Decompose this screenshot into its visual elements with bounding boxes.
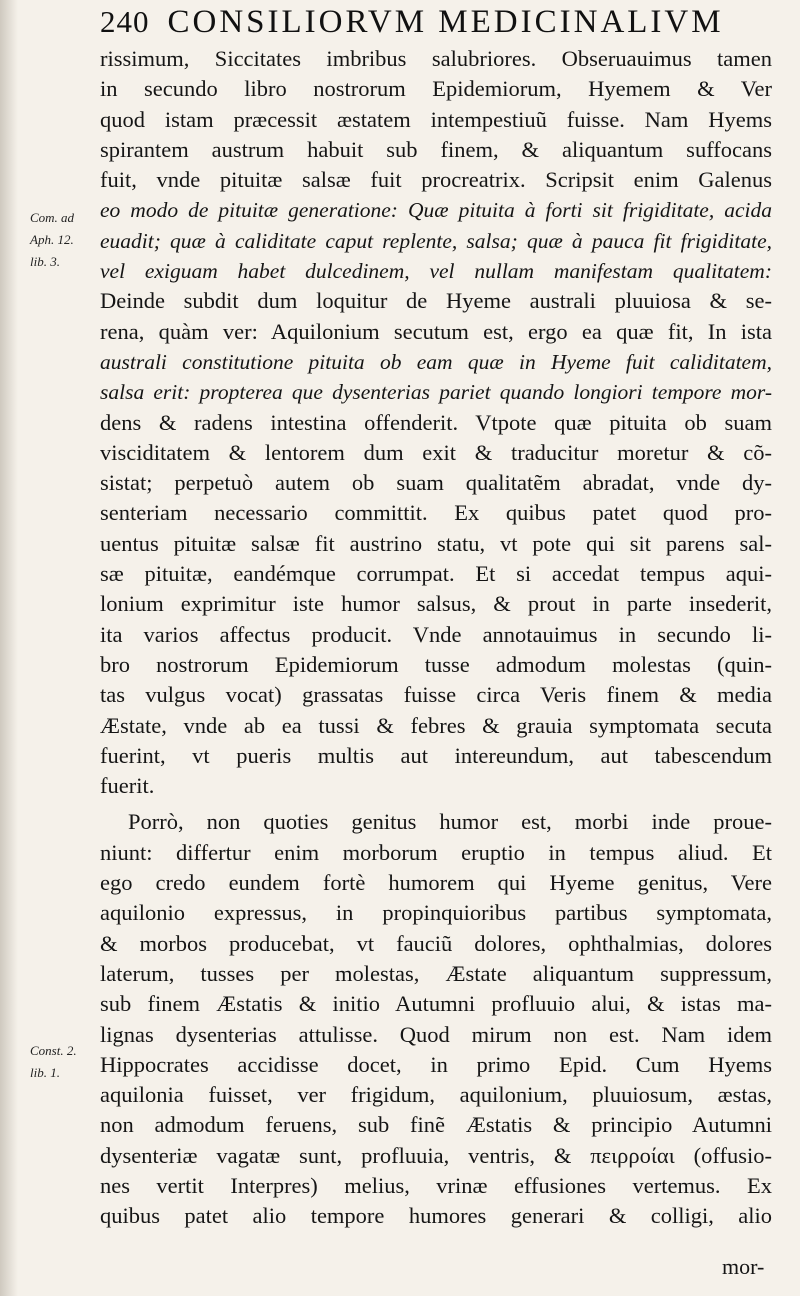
text-line: dysenteriæ vagatæ sunt, profluuia, ventris, & πειρροίαι (offusio- xyxy=(100,1142,772,1168)
body-text xyxy=(100,44,772,1232)
text-line: Deinde subdit dum loquitur de Hyeme australi pluuiosa & se- xyxy=(100,288,772,314)
text-line: rena, quàm ver: Aquilonium secutum est, ergo ea quæ fit, In ista xyxy=(100,318,772,344)
margin-note-2 xyxy=(30,1040,98,1084)
page-number: 240 xyxy=(100,4,150,39)
text-line: rissimum, Siccitates imbribus salubriores. Obseruauimus tamen xyxy=(100,46,772,71)
text-line: aquilonia fuisset, ver frigidum, aquilonium, pluuiosum, æstas, xyxy=(100,1082,772,1108)
text-line: dens & radens intestina offenderit. Vtpote quæ pituita ob suam xyxy=(100,409,772,435)
margin-note-line: Aph. 12. xyxy=(30,232,74,247)
gutter-shadow xyxy=(0,0,18,1296)
text-line: sæ pituitæ, eandémque corrumpat. Et si accedat tempus aqui- xyxy=(100,561,772,587)
margin-note-line: lib. 1. xyxy=(30,1065,60,1080)
text-line: sub finem Æstatis & initio Autumni profluuio alui, & istas ma- xyxy=(100,991,772,1017)
text-line: uentus pituitæ salsæ fit austrino statu, vt pote qui sit parens sal- xyxy=(100,530,772,556)
text-line: non admodum feruens, sub finẽ Æstatis & principio Autumni xyxy=(100,1112,772,1138)
text-line: nes vertit Interpres) melius, vrinæ effusiones vertemus. Ex xyxy=(100,1172,772,1198)
text-line: in secundo libro nostrorum Epidemiorum, Hyemem & Ver xyxy=(100,76,772,102)
text-line: & morbos producebat, vt fauciũ dolores, ophthalmias, dolores xyxy=(100,930,772,956)
text-line: fuerit. xyxy=(100,773,155,799)
text-line: Porrò, non quoties genitus humor est, morbi inde proue- xyxy=(128,809,772,835)
catchword: mor- xyxy=(722,1254,765,1279)
text-line: aquilonio expressus, in propinquioribus partibus symptomata, xyxy=(100,900,772,926)
text-line: australi constitutione pituita ob eam quæ in Hyeme fuit caliditatem, xyxy=(100,349,772,374)
text-line: vel exiguam habet dulcedinem, vel nullam manifestam qualitatem: xyxy=(100,259,772,284)
running-head: CONSILIORVM MEDICINALIVM xyxy=(167,4,724,40)
text-line: visciditatem & lentorem dum exit & traducitur moretur & cõ- xyxy=(100,439,772,465)
margin-note-line: Const. 2. xyxy=(30,1043,77,1058)
text-line: quibus patet alio tempore humores generari & colligi, alio xyxy=(100,1203,772,1229)
text-line: salsa erit: propterea que dysenterias pariet quando longiori tempore mor- xyxy=(100,380,772,405)
text-line: fuerint, vt pueris multis aut intereundum, aut tabescendum xyxy=(100,742,772,768)
text-line: ita varios affectus producit. Vnde annotauimus in secundo li- xyxy=(100,621,772,647)
margin-note-line: Com. ad xyxy=(30,210,75,225)
margin-note-1 xyxy=(30,207,98,273)
text-line: eo modo de pituitæ generatione: Quæ pituita à forti sit frigiditate, acida xyxy=(100,198,772,223)
text-line: niunt: differtur enim morborum eruptio in tempus aliud. Et xyxy=(100,839,772,865)
text-line: laterum, tusses per molestas, Æstate aliquantum suppressum, xyxy=(100,960,772,986)
text-line: lignas dysenterias attulisse. Quod mirum non est. Nam idem xyxy=(100,1021,772,1047)
text-line: spirantem austrum habuit sub finem, & aliquantum suffocans xyxy=(100,136,772,162)
text-line: tas vulgus vocat) grassatas fuisse circa Veris finem & media xyxy=(100,682,772,708)
text-line: ego credo eundem fortè humorem qui Hyeme genitus, Vere xyxy=(100,870,772,896)
text-line: euadit; quæ à caliditate caput replente, salsa; quæ à pauca fit frigiditate, xyxy=(100,228,772,253)
text-line: lonium exprimitur iste humor salsus, & prout in parte insederit, xyxy=(100,591,772,617)
margin-note-line: lib. 3. xyxy=(30,254,60,269)
text-line: Hippocrates accidisse docet, in primo Epid. Cum Hyems xyxy=(100,1051,772,1077)
text-line: quod istam præcessit æstatem intempestiuũ fuisse. Nam Hyems xyxy=(100,106,772,132)
text-line: senteriam necessario committit. Ex quibus patet quod pro- xyxy=(100,500,772,526)
text-line: fuit, vnde pituitæ salsæ fuit procreatrix. Scripsit enim Galenus xyxy=(100,167,772,193)
text-line: Æstate, vnde ab ea tussi & febres & grauia symptomata secuta xyxy=(100,712,772,738)
text-line: bro nostrorum Epidemiorum tusse admodum molestas (quin- xyxy=(100,651,772,677)
text-line: sistat; perpetuò autem ob suam qualitatẽm abradat, vnde dy- xyxy=(100,470,772,496)
